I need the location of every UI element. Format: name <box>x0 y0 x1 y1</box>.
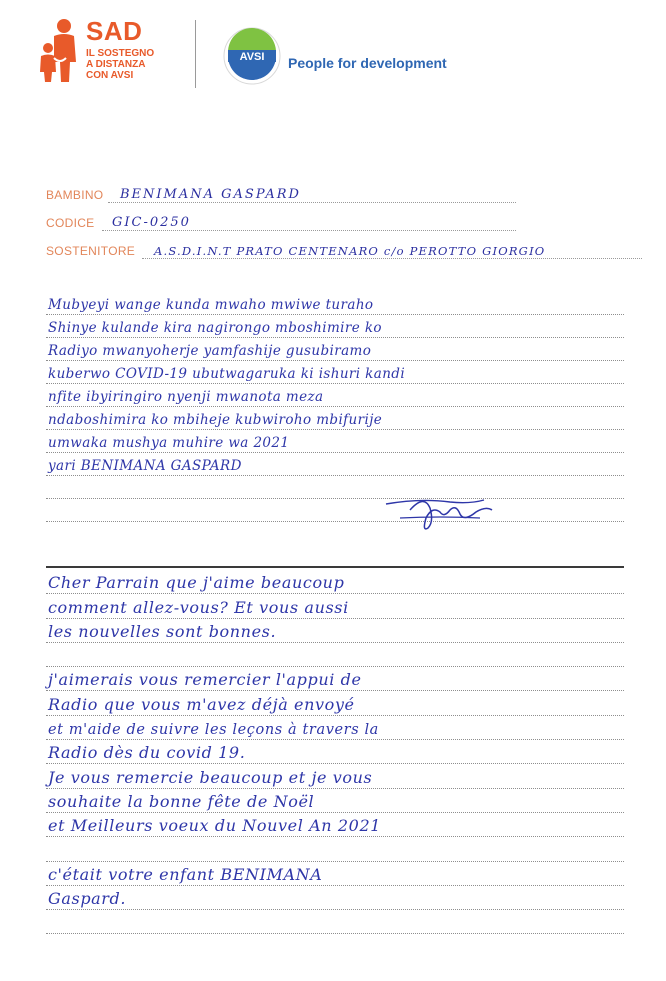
letter-line <box>46 764 624 788</box>
letter-line <box>46 384 624 407</box>
letter-line <box>46 338 624 361</box>
sad-subtitle-line: A DISTANZA <box>86 59 146 70</box>
letter-line <box>46 667 624 691</box>
letter-line <box>46 643 624 667</box>
handwritten-text: souhaite la bonne fête de Noël <box>48 791 315 811</box>
bambino-line <box>108 202 516 203</box>
letter-line <box>46 691 624 715</box>
handwritten-text: Mubyeyi wange kunda mwaho mwiwe turaho <box>48 297 374 313</box>
avsi-tagline: People for development <box>288 55 447 71</box>
letter-line <box>46 570 624 594</box>
section-divider <box>46 566 624 568</box>
letter-line <box>46 789 624 813</box>
letter-line <box>46 407 624 430</box>
field-codice <box>46 204 656 232</box>
codice-line <box>102 230 516 231</box>
field-bambino <box>46 176 656 204</box>
handwritten-text: comment allez-vous? Et vous aussi <box>48 597 349 617</box>
handwritten-text: c'était votre enfant BENIMANA <box>48 864 323 884</box>
sad-title: SAD <box>86 16 143 46</box>
handwritten-text: Radiyo mwanyoherje yamfashije gusubiramo <box>48 343 372 359</box>
letter-line <box>46 619 624 643</box>
letter-line <box>46 837 624 861</box>
bambino-value: BENIMANA GASPARD <box>120 187 301 202</box>
sad-subtitle <box>86 48 196 81</box>
handwritten-text: et m'aide de suivre les leçons à travers la <box>48 722 379 739</box>
codice-label: CODICE <box>46 216 95 230</box>
sostenitore-label: SOSTENITORE <box>46 244 136 258</box>
sad-family-icon <box>36 18 82 84</box>
header-divider <box>195 20 196 88</box>
field-sostenitore <box>46 232 656 260</box>
letter-line <box>46 740 624 764</box>
letter-french <box>46 570 624 934</box>
letter-line <box>46 862 624 886</box>
signature-icon <box>380 488 500 534</box>
handwritten-text: nfite ibyiringiro nyenji mwanota meza <box>48 389 324 405</box>
handwritten-text: les nouvelles sont bonnes. <box>48 621 277 641</box>
letter-line <box>46 813 624 837</box>
letter-line <box>46 430 624 453</box>
letter-kinyarwanda <box>46 292 624 522</box>
codice-value: GIC-0250 <box>112 215 191 230</box>
letter-line <box>46 315 624 338</box>
handwritten-text: Radio dès du covid 19. <box>48 743 246 763</box>
letter-line <box>46 594 624 618</box>
letter-line <box>46 910 624 934</box>
handwritten-text: umwaka mushya muhire wa 2021 <box>48 435 290 451</box>
handwritten-text: ndaboshimira ko mbiheje kubwiroho mbifurije <box>48 412 383 428</box>
letter-line <box>46 292 624 315</box>
handwritten-text: Je vous remercie beaucoup et je vous <box>48 767 373 787</box>
letter-line <box>46 886 624 910</box>
letter-line <box>46 499 624 522</box>
handwritten-text: et Meilleurs voeux du Nouvel An 2021 <box>48 816 382 836</box>
handwritten-text: Gaspard. <box>48 889 127 909</box>
handwritten-text: Radio que vous m'avez déjà envoyé <box>48 694 355 714</box>
sostenitore-line <box>142 258 642 259</box>
letter-line <box>46 361 624 384</box>
letter-line <box>46 716 624 740</box>
avsi-badge-text: AVSI <box>239 51 265 63</box>
bambino-label: BAMBINO <box>46 188 104 202</box>
handwritten-text: Cher Parrain que j'aime beaucoup <box>48 573 345 593</box>
sad-subtitle-line: IL SOSTEGNO <box>86 48 155 59</box>
sad-subtitle-line: CON AVSI <box>86 70 134 81</box>
letter-line <box>46 453 624 476</box>
handwritten-text: yari BENIMANA GASPARD <box>48 458 242 474</box>
sostenitore-value: A.S.D.I.N.T PRATO CENTENARO c/o PEROTTO GIORGIO <box>154 244 546 258</box>
letter-header <box>36 14 656 94</box>
handwritten-text: Shinye kulande kira nagirongo mboshimire ko <box>48 320 382 336</box>
letter-line <box>46 476 624 499</box>
avsi-logo-icon <box>222 26 282 86</box>
sponsor-info-fields <box>46 176 656 260</box>
handwritten-text: kuberwo COVID-19 ubutwagaruka ki ishuri kandi <box>48 366 406 382</box>
sad-logo <box>36 14 196 94</box>
handwritten-text: j'aimerais vous remercier l'appui de <box>48 670 362 690</box>
